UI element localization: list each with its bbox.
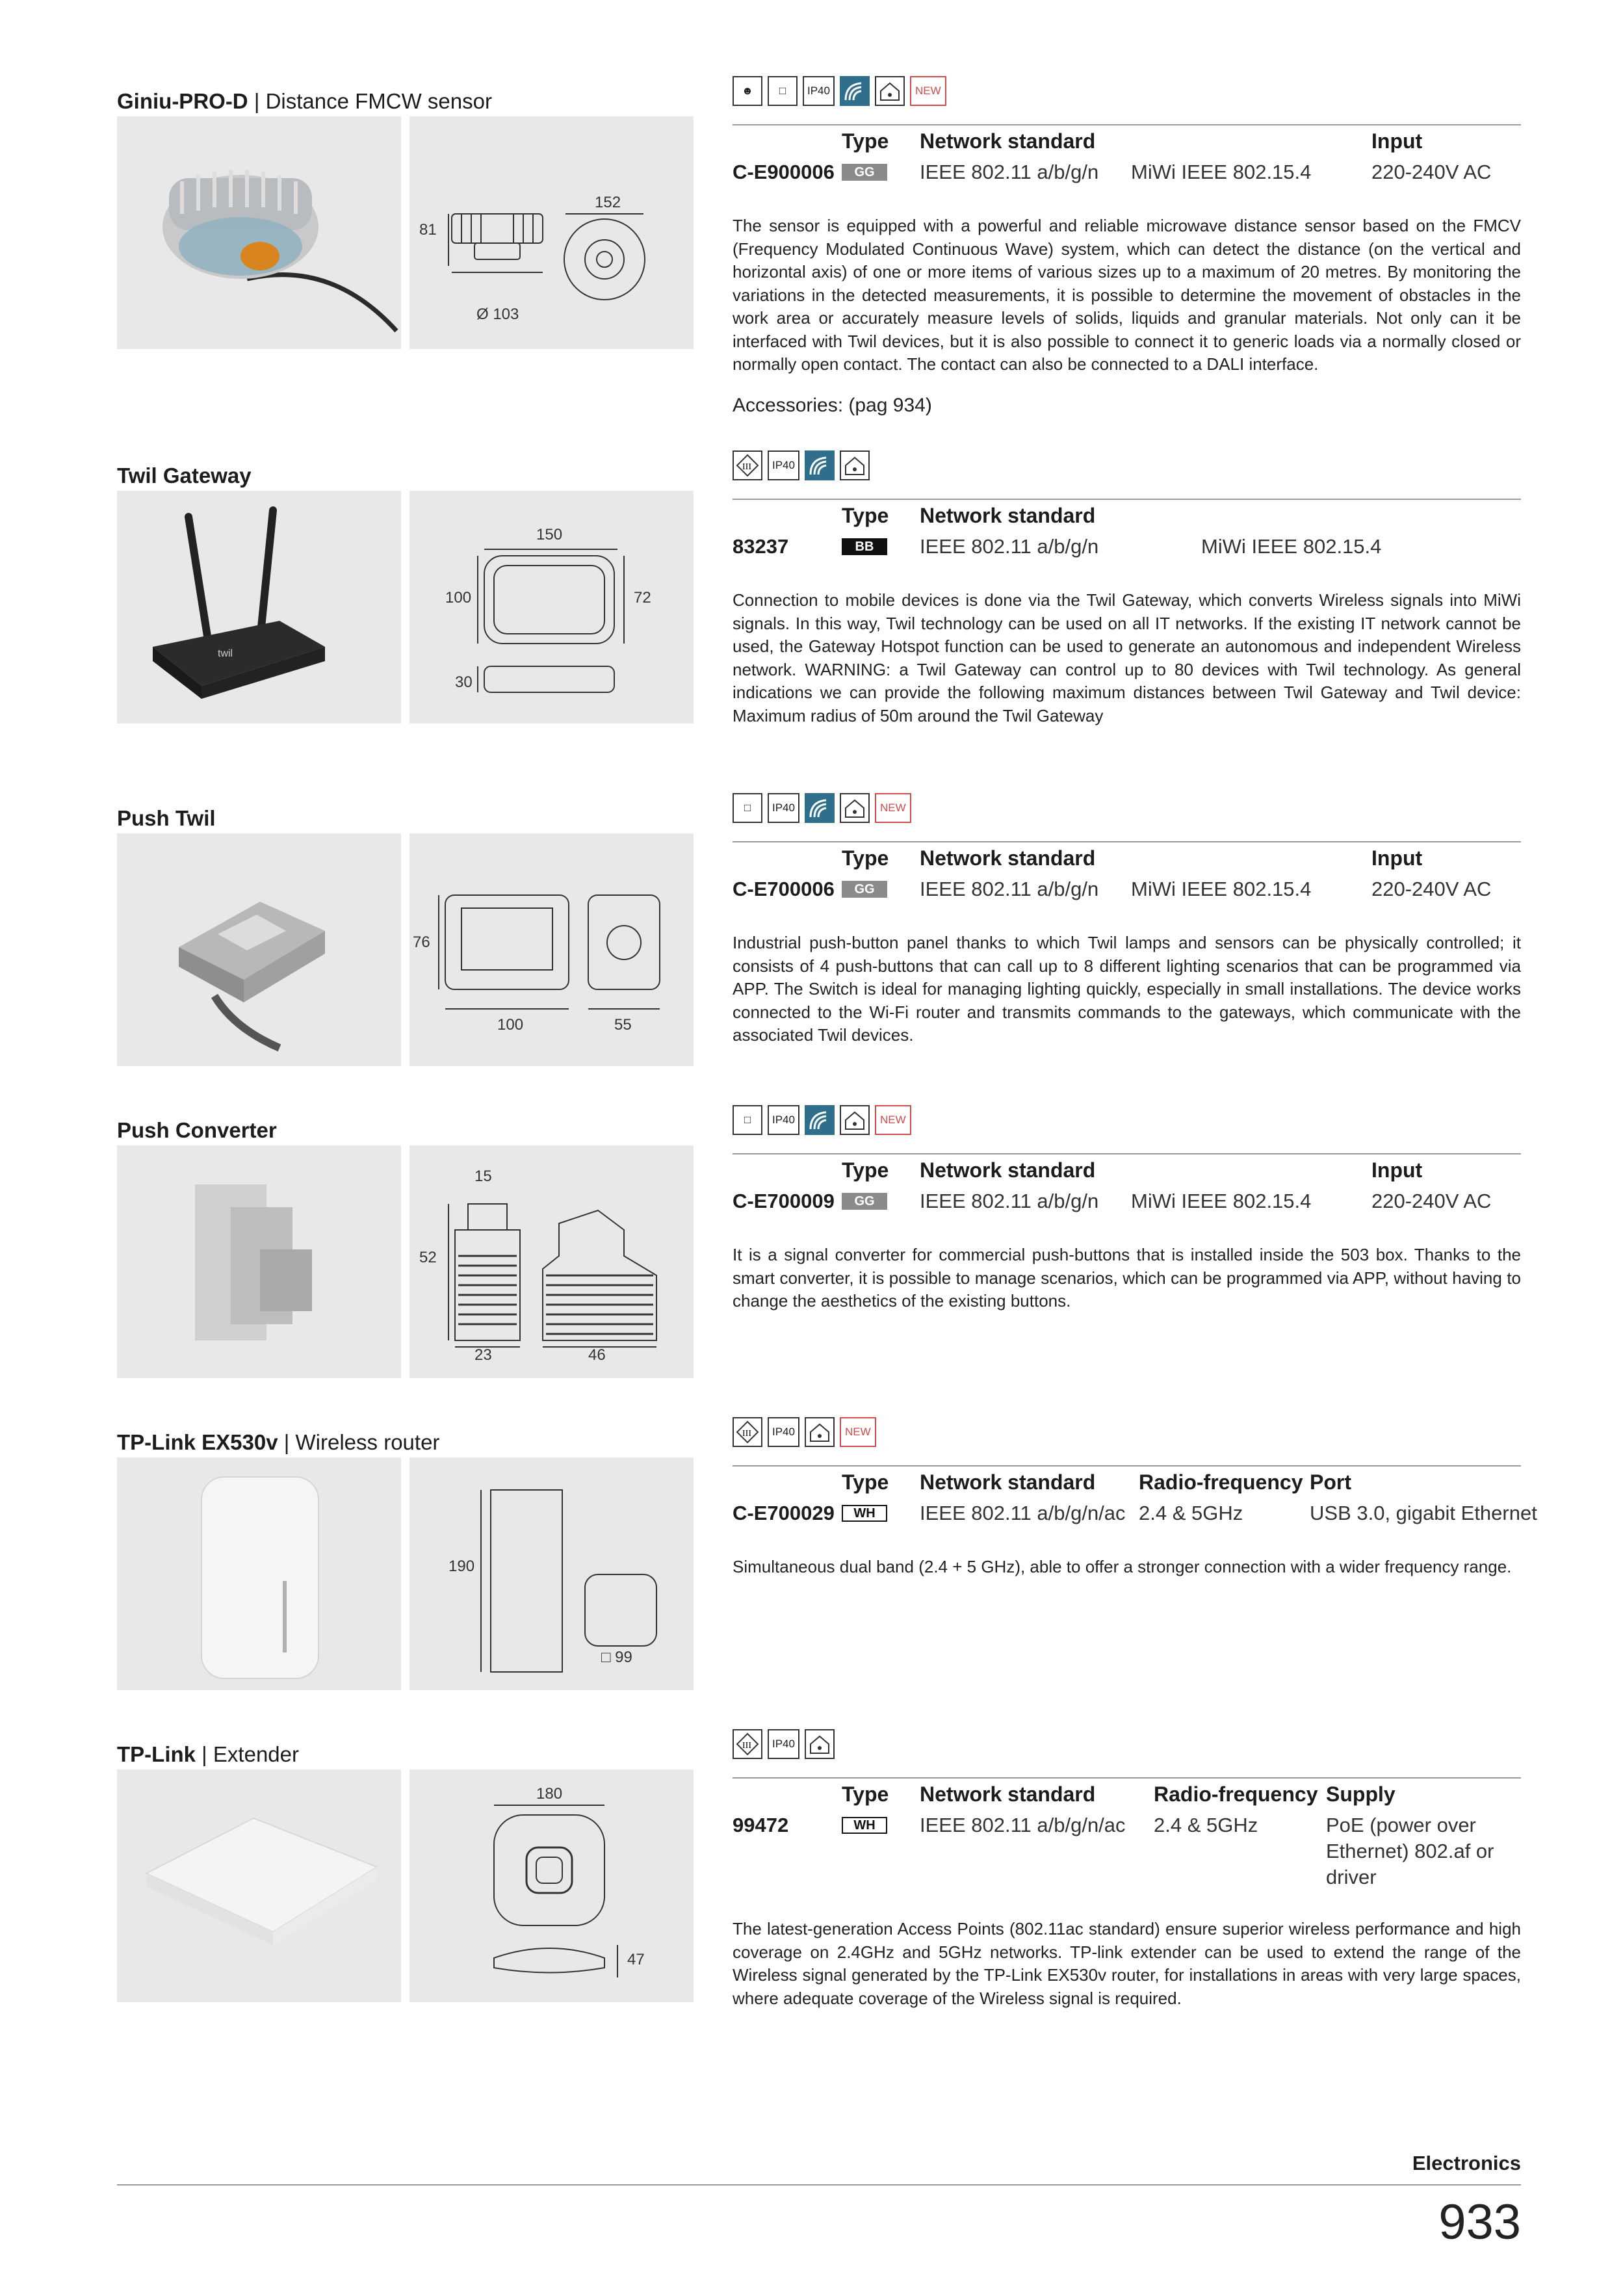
col-type: Type xyxy=(842,1470,889,1494)
network-a: IEEE 802.11 a/b/g/n/ac xyxy=(920,1814,1126,1836)
product-section-twil-gateway xyxy=(0,459,1623,776)
class-iii-icon xyxy=(733,1729,762,1759)
header-rule xyxy=(733,499,1521,500)
product-description: Industrial push-button panel thanks to which Twil lamps and sensors can be physically controlled; it consists of 4 push-buttons that can call up to 8 different lighting scenarios that can be programmed via APP. The Switch is ideal for managing lighting quickly, especially in small installations. The device works connected to the Wi-Fi router and transmits commands to the gateways, which communicate with the associated Twil devices. xyxy=(733,933,1521,1045)
extender-photo-image xyxy=(117,1769,401,2002)
home-icon xyxy=(840,1105,870,1135)
dim-depth: 55 xyxy=(614,1016,632,1034)
section-label: Electronics xyxy=(1412,2152,1521,2174)
dim-width: 152 xyxy=(595,194,621,211)
motion-sensor-icon: ☻ xyxy=(733,76,762,106)
col-network: Network standard xyxy=(920,129,1096,153)
wifi-twil-icon xyxy=(805,793,835,823)
input-value: 220-240V AC xyxy=(1371,1190,1492,1212)
new-badge-icon: NEW xyxy=(875,793,911,823)
color-badge: GG xyxy=(842,1193,887,1210)
product-photo xyxy=(117,1145,401,1378)
accessories-link[interactable]: Accessories: (pag 934) xyxy=(733,395,932,416)
dim-width: 180 xyxy=(536,1785,563,1803)
ip-rating-icon: IP40 xyxy=(803,76,835,106)
product-section-tplink-router xyxy=(0,1426,1623,1742)
product-description: The latest-generation Access Points (802.11ac standard) ensure superior wireless performance and high coverage on 2.4GHz and 5GHz networks. TP-link extender can be used to extend the range of the Wireless signal generated by the TP-Link EX530v router, for installations in areas with very large spaces, where adequate coverage of the Wireless signal is required. xyxy=(733,1919,1521,2008)
col-input: Input xyxy=(1371,846,1423,870)
product-photo xyxy=(117,491,401,724)
home-icon xyxy=(840,793,870,823)
dim-diameter: Ø 103 xyxy=(476,306,519,323)
col-port: Port xyxy=(1310,1470,1351,1494)
network-b: MiWi IEEE 802.15.4 xyxy=(1131,1190,1312,1212)
col-network: Network standard xyxy=(920,1782,1096,1806)
certification-icons xyxy=(733,793,911,827)
dim-height: 47 xyxy=(627,1951,645,1968)
push-twil-photo-image xyxy=(117,833,401,1066)
color-badge: WH xyxy=(842,1817,887,1834)
product-code: C-E700029 xyxy=(733,1502,835,1524)
col-input: Input xyxy=(1371,129,1423,153)
col-radio-frequency: Radio-frequency xyxy=(1154,1782,1318,1806)
certification-icons xyxy=(733,1105,911,1139)
certification-icons xyxy=(733,76,946,110)
network-b: MiWi IEEE 802.15.4 xyxy=(1201,535,1382,558)
dim-thickness: 30 xyxy=(455,673,473,691)
col-network: Network standard xyxy=(920,1470,1096,1494)
header-rule xyxy=(733,1777,1521,1779)
home-icon xyxy=(875,76,905,106)
product-code: C-E900006 xyxy=(733,161,835,183)
certification-icons xyxy=(733,1729,835,1763)
network-b: MiWi IEEE 802.15.4 xyxy=(1131,878,1312,900)
svg-text:III: III xyxy=(742,1741,751,1751)
product-code: 83237 xyxy=(733,535,789,558)
color-badge: GG xyxy=(842,881,887,898)
color-badge: WH xyxy=(842,1505,887,1522)
col-type: Type xyxy=(842,504,889,527)
square-icon: □ xyxy=(733,1105,762,1135)
header-rule xyxy=(733,1153,1521,1155)
header-rule xyxy=(733,1465,1521,1467)
svg-text:III: III xyxy=(742,1429,751,1439)
dim-width: 150 xyxy=(536,526,563,543)
product-code: 99472 xyxy=(733,1814,789,1836)
dim-top: 15 xyxy=(474,1168,492,1185)
product-photo xyxy=(117,116,401,349)
col-type: Type xyxy=(842,1158,889,1182)
product-photo xyxy=(117,833,401,1066)
technical-drawing xyxy=(409,116,694,349)
network-a: IEEE 802.11 a/b/g/n xyxy=(920,878,1099,900)
network-a: IEEE 802.11 a/b/g/n xyxy=(920,1190,1099,1212)
technical-drawing xyxy=(409,491,694,724)
supply-value-line-1: PoE (power over xyxy=(1326,1814,1476,1836)
dim-height: 100 xyxy=(445,589,472,607)
new-badge-icon: NEW xyxy=(875,1105,911,1135)
radio-frequency-value: 2.4 & 5GHz xyxy=(1139,1502,1243,1524)
footer-rule xyxy=(117,2184,1521,2185)
svg-text:III: III xyxy=(742,462,751,472)
class-iii-icon xyxy=(733,450,762,480)
product-photo xyxy=(117,1769,401,2002)
dim-height: 76 xyxy=(413,933,430,951)
network-a: IEEE 802.11 a/b/g/n xyxy=(920,535,1099,558)
product-title: Push Converter xyxy=(117,1118,277,1142)
product-description: It is a signal converter for commercial push-buttons that is installed inside the 503 box. Thanks to the smart converter, it is possible to manage scenarios, which can be programmed via APP, without having to change the aesthetics of the existing buttons. xyxy=(733,1245,1521,1311)
product-description: Simultaneous dual band (2.4 + 5 GHz), able to offer a stronger connection with a wider frequency range. xyxy=(733,1557,1512,1576)
col-input: Input xyxy=(1371,1158,1423,1182)
dim-depth: 46 xyxy=(588,1346,606,1364)
router-photo-image xyxy=(117,1457,401,1690)
product-title: Push Twil xyxy=(117,806,216,830)
technical-drawing xyxy=(409,1769,694,2002)
converter-photo-image xyxy=(117,1145,401,1378)
product-code: C-E700009 xyxy=(733,1190,835,1212)
gateway-photo-image xyxy=(117,491,401,724)
dim-width: 23 xyxy=(474,1346,492,1364)
col-type: Type xyxy=(842,846,889,870)
color-badge: BB xyxy=(842,538,887,555)
input-value: 220-240V AC xyxy=(1371,161,1492,183)
product-title: TP-Link EX530v | Wireless router xyxy=(117,1430,440,1454)
header-rule xyxy=(733,124,1521,125)
col-network: Network standard xyxy=(920,504,1096,527)
input-value: 220-240V AC xyxy=(1371,878,1492,900)
product-title: TP-Link | Extender xyxy=(117,1742,300,1766)
col-network: Network standard xyxy=(920,846,1096,870)
product-title: Twil Gateway xyxy=(117,463,252,488)
square-icon: □ xyxy=(733,793,762,823)
wifi-twil-icon xyxy=(805,1105,835,1135)
dim-height: 81 xyxy=(419,221,437,239)
product-description: Connection to mobile devices is done via the Twil Gateway, which converts Wireless signals into MiWi signals. In this way, Twil technology can be used on all IT networks. If the existing IT network cannot be used, the Gateway Hotspot function can be used to generate an autonomous and independent Wireless network. WARNING: a Twil Gateway can control up to 80 devices with Twil technology. As general indications we can provide the following maximum distances between Twil Gateway and Twil device: Maximum radius of 50m around the Twil Gateway xyxy=(733,590,1521,725)
product-section-giniu xyxy=(0,85,1623,416)
home-icon xyxy=(805,1417,835,1447)
product-title: Giniu-PRO-D | Distance FMCW sensor xyxy=(117,89,492,113)
col-supply: Supply xyxy=(1326,1782,1396,1806)
radio-frequency-value: 2.4 & 5GHz xyxy=(1154,1814,1258,1836)
square-icon: □ xyxy=(768,76,798,106)
gateway-logo: twil xyxy=(218,648,233,659)
ip-rating-icon: IP40 xyxy=(768,450,799,480)
product-description: The sensor is equipped with a powerful and reliable microwave distance sensor based on the FMCV (Frequency Modulated Continuous Wave) system, which can detect the distance (on the vertical and horizontal axis) of one or more items of various sizes up to a maximum of 20 metres. By monitoring the variations in the detected measurements, it is possible to determine the movement of obstacles in the work area or accurately measure levels of solids, liquids and granular materials. Not only can it be interfaced with Twil devices, but it is also possible to connect it to generic loads via a normally closed or normally open contact. The contact can also be connected to a DALI interface. xyxy=(733,216,1521,374)
supply-value-line-2: Ethernet) 802.af or xyxy=(1326,1840,1494,1862)
new-badge-icon: NEW xyxy=(910,76,946,106)
port-value: USB 3.0, gigabit Ethernet xyxy=(1310,1502,1537,1524)
sensor-photo-image xyxy=(117,116,401,349)
col-type: Type xyxy=(842,1782,889,1806)
network-a: IEEE 802.11 a/b/g/n/ac xyxy=(920,1502,1126,1524)
new-badge-icon: NEW xyxy=(840,1417,876,1447)
dim-width: 100 xyxy=(497,1016,524,1034)
home-icon xyxy=(805,1729,835,1759)
class-iii-icon xyxy=(733,1417,762,1447)
dim-depth: 72 xyxy=(634,589,651,607)
network-a: IEEE 802.11 a/b/g/n xyxy=(920,161,1099,183)
technical-drawing xyxy=(409,833,694,1066)
product-section-tplink-extender xyxy=(0,1738,1623,2054)
product-section-push-converter xyxy=(0,1114,1623,1430)
page-number: 933 xyxy=(1438,2195,1521,2250)
certification-icons xyxy=(733,1417,876,1451)
product-section-push-twil xyxy=(0,802,1623,1118)
wifi-twil-icon xyxy=(840,76,870,106)
ip-rating-icon: IP40 xyxy=(768,1417,799,1447)
dim-height: 52 xyxy=(419,1249,437,1266)
network-b: MiWi IEEE 802.15.4 xyxy=(1131,161,1312,183)
color-badge: GG xyxy=(842,164,887,181)
header-rule xyxy=(733,841,1521,842)
col-type: Type xyxy=(842,129,889,153)
technical-drawing xyxy=(409,1145,694,1378)
col-network: Network standard xyxy=(920,1158,1096,1182)
technical-drawing xyxy=(409,1457,694,1690)
certification-icons xyxy=(733,450,870,484)
ip-rating-icon: IP40 xyxy=(768,793,799,823)
home-icon xyxy=(840,450,870,480)
dim-height: 190 xyxy=(448,1558,475,1575)
supply-value-line-3: driver xyxy=(1326,1866,1377,1888)
col-radio-frequency: Radio-frequency xyxy=(1139,1470,1303,1494)
dim-width: □ 99 xyxy=(601,1649,632,1666)
product-photo xyxy=(117,1457,401,1690)
ip-rating-icon: IP40 xyxy=(768,1105,799,1135)
ip-rating-icon: IP40 xyxy=(768,1729,799,1759)
product-code: C-E700006 xyxy=(733,878,835,900)
wifi-twil-icon xyxy=(805,450,835,480)
